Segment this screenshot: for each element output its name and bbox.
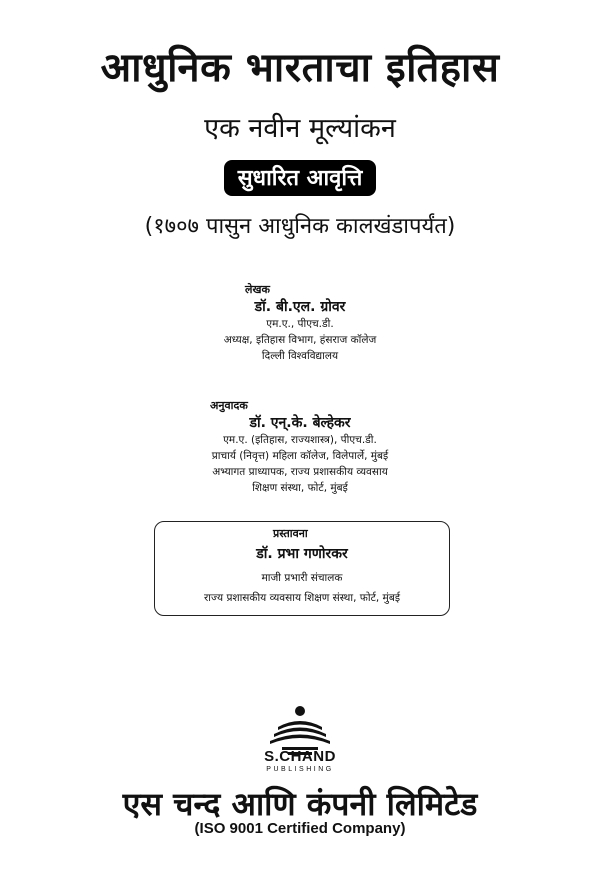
author-credential: एम.ए., पीएच.डी. — [266, 318, 334, 330]
translator-credential: एम.ए. (इतिहास, राज्यशास्त्र), पीएच.डी. — [223, 434, 377, 446]
publisher-brand-sub: PUBLISHING — [266, 766, 334, 773]
publisher-brand: S.CHAND — [264, 748, 336, 765]
period-range: (१७०७ पासुन आधुनिक कालखंडापर्यंत) — [144, 214, 456, 239]
author-name: डॉ. बी.एल. ग्रोवर — [254, 299, 346, 315]
author-block — [150, 282, 450, 364]
translator-block — [150, 398, 450, 496]
edition-badge-wrap — [0, 160, 600, 196]
foreword-box — [154, 521, 450, 616]
foreword-institute: राज्य प्रशासकीय व्यवसाय शिक्षण संस्था, फोर्ट, मुंबई — [204, 592, 400, 604]
publisher-company: एस चन्द आणि कंपनी लिमिटेड — [122, 785, 478, 823]
translator-institute: शिक्षण संस्था, फोर्ट, मुंबई — [252, 482, 348, 494]
translator-visiting: अभ्यागत प्राध्यापक, राज्य प्रशासकीय व्यवसाय — [212, 466, 388, 478]
author-position: अध्यक्ष, इतिहास विभाग, हंसराज कॉलेज — [223, 334, 377, 346]
iso-certification: (ISO 9001 Certified Company) — [194, 820, 406, 837]
edition-badge: सुधारित आवृत्ति — [224, 160, 377, 196]
translator-label: अनुवादक — [210, 399, 248, 412]
author-label: लेखक — [245, 283, 270, 296]
author-university: दिल्ली विश्वविद्यालय — [261, 350, 339, 362]
book-title: आधुनिक भारताचा इतिहास — [100, 45, 500, 91]
translator-name: डॉ. एन्.के. बेल्हेकर — [249, 415, 351, 431]
book-subtitle: एक नवीन मूल्यांकन — [204, 113, 396, 144]
translator-position: प्राचार्य (निवृत्त) महिला कॉलेज, विलेपार्ले, मुंबई — [211, 450, 389, 462]
foreword-label: प्रस्तावना — [273, 527, 308, 540]
foreword-position: माजी प्रभारी संचालक — [261, 572, 343, 584]
foreword-name: डॉ. प्रभा गणोरकर — [256, 546, 348, 562]
